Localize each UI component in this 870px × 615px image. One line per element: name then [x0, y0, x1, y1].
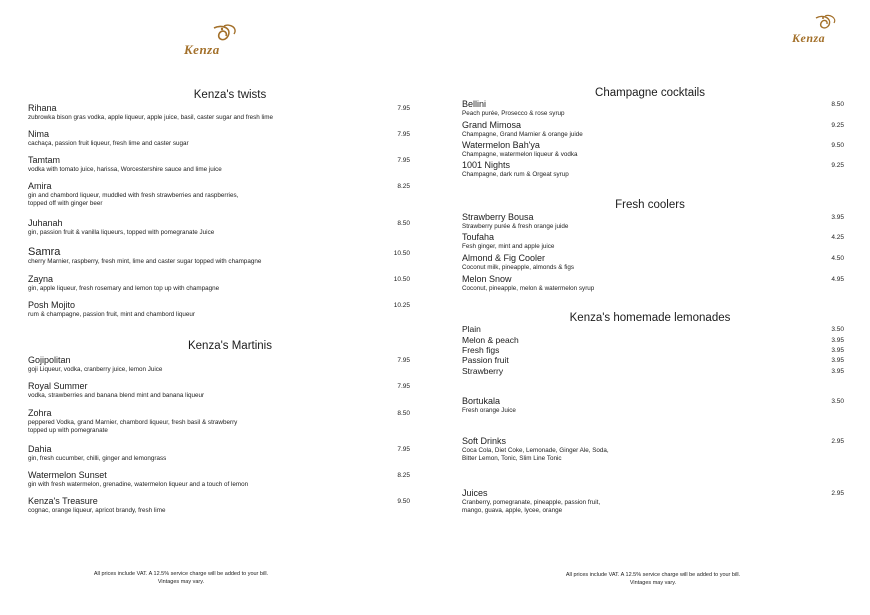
- item-price: 8.50: [397, 220, 410, 227]
- item-name: Bortukala: [462, 396, 501, 406]
- item-desc-line2: mango, guava, apple, lycee, orange: [462, 507, 563, 515]
- item-name: Dahia: [28, 444, 52, 454]
- kenza-logo: [184, 24, 240, 56]
- item-price: 4.50: [831, 255, 844, 262]
- item-desc: Champagne, dark rum & Orgeat syrup: [462, 171, 569, 178]
- item-price: 3.50: [831, 326, 844, 333]
- twists-title: Kenza's twists: [193, 89, 267, 101]
- item-name: Bellini: [462, 99, 487, 109]
- item-desc: Coca Cola, Diet Coke, Lemonade, Ginger Ale, Soda,: [462, 447, 609, 454]
- item-price: 2.95: [831, 490, 844, 497]
- item-desc: zubrowka bison gras vodka, apple liqueur, apple juice, basil, caster sugar and fresh lime: [28, 114, 274, 121]
- item-name: Grand Mimosa: [462, 120, 522, 130]
- logo-wordmark: Kenza: [792, 31, 826, 45]
- item-desc-line2: Bitter Lemon, Tonic, Slim Line Tonic: [462, 455, 562, 463]
- item-price: 4.95: [831, 276, 844, 283]
- coolers-title: Fresh coolers: [615, 199, 685, 211]
- item-name: Passion fruit: [462, 355, 509, 365]
- menu-item: [28, 246, 410, 266]
- item-name: Soft Drinks: [462, 436, 507, 446]
- item-desc: cognac, orange liqueur, apricot brandy, fresh lime: [28, 507, 166, 514]
- item-price: 7.95: [397, 357, 410, 364]
- menu-item: [462, 212, 844, 231]
- item-price: 7.95: [397, 105, 410, 112]
- item-price: 9.50: [397, 498, 410, 505]
- item-price: 4.25: [831, 234, 844, 241]
- item-desc: gin, apple liqueur, fresh rosemary and lemon top up with champagne: [28, 285, 220, 292]
- item-name: Strawberry Bousa: [462, 212, 534, 222]
- item-price: 3.95: [831, 214, 844, 221]
- item-desc: gin and chambord liqueur, muddled with fresh strawberries and raspberries,: [28, 192, 239, 199]
- item-price: 7.95: [397, 131, 410, 138]
- item-price: 10.50: [393, 250, 410, 257]
- item-desc: gin, passion fruit & vanilla liqueurs, topped with pomegranate Juice: [28, 229, 215, 236]
- martinis-title: Kenza's Martinis: [187, 340, 272, 352]
- menu-item: [462, 253, 844, 272]
- menu-item: [28, 129, 410, 148]
- menu-item: [462, 120, 844, 139]
- logo-wordmark: Kenza: [184, 42, 220, 57]
- item-price: 3.95: [831, 368, 844, 375]
- item-desc: rum & champagne, passion fruit, mint and chambord liqueur: [28, 311, 195, 318]
- menu-item: [28, 274, 410, 293]
- right-menu-page: [435, 0, 870, 615]
- item-name: Gojipolitan: [28, 355, 71, 365]
- item-name: Watermelon Sunset: [28, 470, 107, 480]
- price-footnote: [543, 572, 763, 587]
- item-price: 7.95: [397, 446, 410, 453]
- item-price: 7.95: [397, 157, 410, 164]
- item-name: Nima: [28, 129, 50, 139]
- item-name: Tamtam: [28, 155, 61, 165]
- item-price: 8.25: [397, 183, 410, 190]
- lemonade-item: [462, 345, 844, 356]
- item-price: 2.95: [831, 438, 844, 445]
- item-price: 3.95: [831, 337, 844, 344]
- menu-item: [28, 155, 410, 174]
- menu-item: [462, 396, 844, 415]
- item-desc: Champagne, Grand Marnier & orange juide: [462, 131, 583, 138]
- item-name: Juices: [462, 488, 488, 498]
- item-price: 8.50: [831, 101, 844, 108]
- menu-item: [462, 99, 844, 118]
- item-desc: Cranberry, pomegranate, pineapple, passion fruit,: [462, 499, 601, 506]
- menu-item: [28, 355, 410, 374]
- item-name: Zayna: [28, 274, 54, 284]
- item-name: 1001 Nights: [462, 160, 511, 170]
- item-name: Posh Mojito: [28, 300, 76, 310]
- footnote-line2: Vintages may vary.: [629, 579, 677, 586]
- item-desc-line2: topped up with pomegranate: [28, 427, 108, 435]
- footnote-line1: All prices include VAT. A 12.5% service charge will be added to your bill.: [93, 571, 269, 577]
- item-name: Juhanah: [28, 218, 63, 228]
- lemonade-item: [462, 324, 844, 335]
- lemonade-item: [462, 366, 844, 377]
- item-name: Zohra: [28, 408, 52, 418]
- menu-item: [462, 274, 844, 293]
- lemonade-item: [462, 335, 844, 346]
- menu-item: [28, 103, 410, 122]
- lemonade-item: [462, 355, 844, 366]
- menu-item: [462, 160, 844, 179]
- menu-item: [28, 496, 410, 515]
- item-price: 9.50: [831, 142, 844, 149]
- item-desc: vodka, strawberries and banana blend mint and banana liqueur: [28, 392, 205, 399]
- item-name: Toufaha: [462, 232, 495, 242]
- item-desc: vodka with tomato juice, harissa, Worcestershire sauce and lime juice: [28, 166, 222, 173]
- item-name: Almond & Fig Cooler: [462, 253, 546, 263]
- item-desc: gin, fresh cucumber, chilli, ginger and lemongrass: [28, 455, 167, 462]
- item-name: Strawberry: [462, 366, 504, 376]
- item-desc: gin with fresh watermelon, grenadine, watermelon liqueur and a touch of lemon: [28, 481, 249, 488]
- footnote-line2: Vintages may vary.: [157, 578, 205, 585]
- item-desc-line2: topped off with ginger beer: [28, 200, 103, 208]
- item-desc: Fresh orange Juice: [462, 407, 516, 414]
- item-desc: Strawberry purée & fresh orange juide: [462, 223, 569, 230]
- item-price: 9.25: [831, 162, 844, 169]
- item-desc: Peach purée, Prosecco & rose syrup: [462, 110, 565, 117]
- item-name: Amira: [28, 181, 52, 191]
- menu-item: [28, 300, 410, 319]
- menu-item: [462, 232, 844, 251]
- item-name: Royal Summer: [28, 381, 88, 391]
- item-desc: goji Liqueur, vodka, cranberry juice, lemon Juice: [28, 366, 163, 373]
- kenza-logo-small: [792, 14, 840, 44]
- lemonades-title: Kenza's homemade lemonades: [569, 312, 731, 324]
- item-price: 3.95: [831, 357, 844, 364]
- item-name: Fresh figs: [462, 345, 500, 355]
- item-desc: Champagne, watermelon liqueur & vodka: [462, 151, 578, 158]
- item-price: 7.95: [397, 383, 410, 390]
- menu-item: [462, 488, 844, 516]
- item-price: 8.25: [397, 472, 410, 479]
- item-name: Rihana: [28, 103, 57, 113]
- item-desc: peppered Vodka, grand Marnier, chambord liqueur, fresh basil & strawberry: [28, 419, 238, 426]
- item-price: 10.50: [393, 276, 410, 283]
- item-desc: Coconut milk, pineapple, almonds & figs: [462, 264, 575, 271]
- item-name: Melon & peach: [462, 335, 519, 345]
- item-name: Samra: [28, 246, 61, 258]
- item-price: 8.50: [397, 410, 410, 417]
- menu-item: [462, 436, 844, 464]
- item-desc: cherry Marnier, raspberry, fresh mint, lime and caster sugar topped with champagne: [28, 258, 262, 265]
- item-name: Melon Snow: [462, 274, 512, 284]
- item-price: 3.95: [831, 347, 844, 354]
- menu-item: [28, 408, 410, 436]
- item-price: 9.25: [831, 122, 844, 129]
- footnote-line1: All prices include VAT. A 12.5% service charge will be added to your bill.: [565, 572, 741, 578]
- menu-item: [28, 470, 410, 489]
- champagne-title: Champagne cocktails: [595, 87, 705, 99]
- item-desc: Fesh ginger, mint and apple juice: [462, 243, 555, 250]
- price-footnote: [71, 571, 291, 586]
- menu-item: [28, 444, 410, 463]
- item-price: 10.25: [393, 302, 410, 309]
- menu-item: [28, 181, 410, 209]
- item-desc: cachaça, passion fruit liqueur, fresh lime and caster sugar: [28, 140, 189, 147]
- menu-item: [28, 218, 410, 237]
- item-desc: Coconut, pineapple, melon & watermelon syrup: [462, 285, 595, 292]
- menu-item: [462, 140, 844, 159]
- item-price: 3.50: [831, 398, 844, 405]
- item-name: Watermelon Bah'ya: [462, 140, 540, 150]
- item-name: Plain: [462, 324, 481, 334]
- item-name: Kenza's Treasure: [28, 496, 98, 506]
- menu-item: [28, 381, 410, 400]
